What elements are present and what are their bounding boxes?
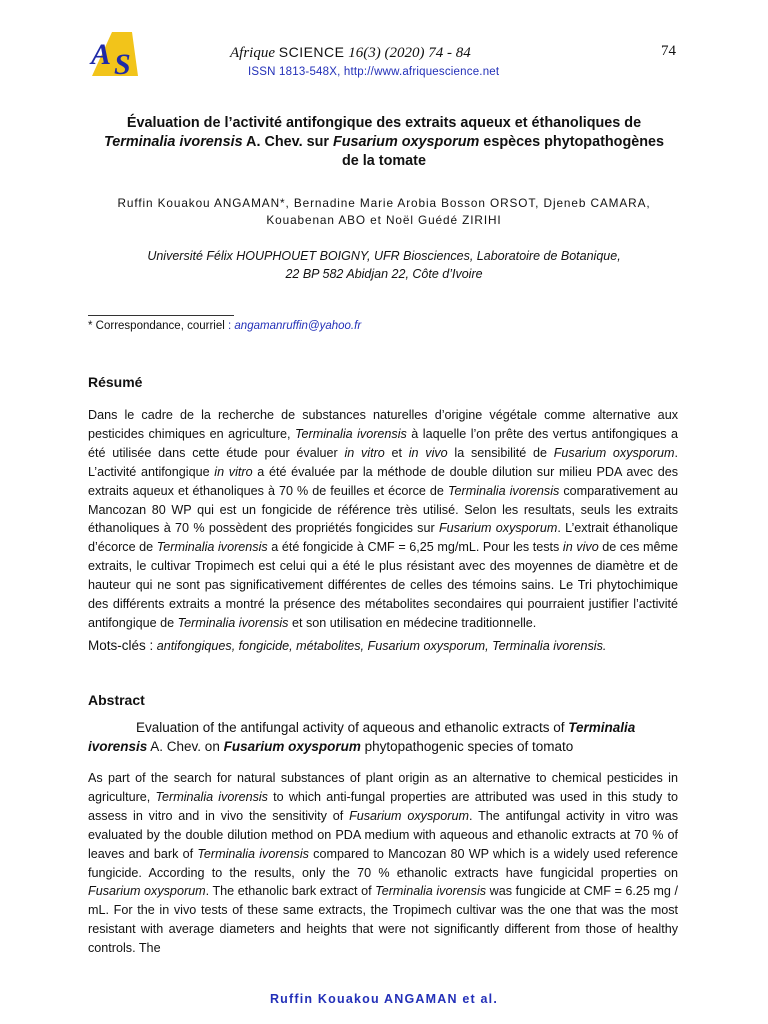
running-footer: Ruffin Kouakou ANGAMAN et al. xyxy=(269,992,499,1006)
journal-issue: 16(3) (2020) 74 - 84 xyxy=(348,45,471,61)
italic-term: in vivo xyxy=(562,540,599,555)
species-name: Terminalia ivorensis xyxy=(375,884,487,899)
italic-term: in vitro xyxy=(344,445,385,460)
text-run: la sensibilité de xyxy=(447,445,554,460)
logo-letters: A xyxy=(91,38,112,71)
entitle-part: A. Chev. on xyxy=(147,739,224,754)
entitle-part: phytopathogenic species of tomato xyxy=(360,739,574,754)
species-name: Terminalia ivorensis xyxy=(177,615,289,630)
abstract-heading: Abstract xyxy=(88,692,145,708)
species-name: Terminalia ivorensis xyxy=(197,846,309,861)
abstract-paragraph xyxy=(88,769,678,958)
journal-header xyxy=(230,44,471,62)
footnote-label: * Correspondance, courriel xyxy=(88,320,225,332)
species-name: Terminalia ivorensis xyxy=(447,483,560,498)
issn-url[interactable]: ISSN 1813-548X, http://www.afriquescience.net xyxy=(248,66,500,78)
italic-term: in vivo xyxy=(408,445,448,460)
title-part: de la tomate xyxy=(342,153,426,169)
species-name: Fusarium oxysporum xyxy=(88,884,206,899)
email-link[interactable]: angamanruffin@yahoo.fr xyxy=(234,320,362,332)
entitle-species: Terminalia ivorensis xyxy=(88,720,636,754)
text-run: . The antifungal activity in vitro was evaluated by the double dilution method on PDA medium with aqueous and ethanolic extracts at 70 % of leaves and bark of xyxy=(88,808,679,861)
title-species: Fusarium oxysporum xyxy=(332,134,480,150)
text-run: à laquelle l’on prête des vertus antifongiques a été utilisée dans cette étude pour évaluer xyxy=(88,426,678,460)
keywords-label: Mots-clés : xyxy=(88,638,154,653)
text-run: . L’activité antifongique xyxy=(88,445,679,479)
species-name: Fusarium oxysporum xyxy=(438,521,558,536)
footnote-divider xyxy=(88,315,234,316)
text-run: compared to Mancozan 80 WP which is a widely used reference fungicide. According to the results, only the 70 % ethanolic extracts have fungicidal properties on xyxy=(88,846,678,880)
footnote-colon: : xyxy=(228,320,232,332)
title-part: A. Chev. sur xyxy=(242,134,333,150)
article-title xyxy=(70,114,698,171)
text-run: . The ethanolic bark extract of xyxy=(205,884,376,899)
species-name: Terminalia ivorensis xyxy=(294,426,407,441)
english-title xyxy=(88,718,678,756)
text-run: et xyxy=(384,445,409,460)
affiliation-line: 22 BP 582 Abidjan 22, Côte d’Ivoire xyxy=(285,267,483,281)
title-part: Évaluation de l’activité antifongique des extraits aqueux et éthanoliques de xyxy=(126,115,642,131)
species-name: Fusarium oxysporum xyxy=(553,445,675,460)
entitle-part: Evaluation of the antifungal activity of aqueous and ethanolic extracts of xyxy=(136,720,569,735)
resume-heading: Résumé xyxy=(88,374,143,390)
affiliation xyxy=(110,247,658,283)
affiliation-line: Université Félix HOUPHOUET BOIGNY, UFR Biosciences, Laboratoire de Botanique, xyxy=(147,249,621,263)
species-name: Terminalia ivorensis xyxy=(156,540,268,555)
logo-letters-s: S xyxy=(114,48,131,80)
text-run: As part of the search for natural substances of plant origin as an alternative to chemical pesticides in agriculture, xyxy=(88,771,678,804)
text-run: comparativement au Mancozan 80 WP qui est un fongicide de référence très utilisé. Selon les resultats, seuls les extraits éthanoliques à 70 % possèdent des propriétés fongicides sur xyxy=(88,483,678,536)
journal-science: SCIENCE xyxy=(278,44,345,60)
journal-logo xyxy=(88,30,142,80)
journal-name: Afrique xyxy=(230,45,275,61)
italic-term: in vitro xyxy=(214,464,253,479)
resume-paragraph xyxy=(88,406,678,633)
title-species: Terminalia ivorensis xyxy=(103,134,243,150)
entitle-species: Fusarium oxysporum xyxy=(223,739,361,754)
text-run: was fungicide at CMF = 6.25 mg / mL. For the in vivo tests of these same extracts, the Tropimech cultivar was the one that was the most resistant with average diameters and heights that were not significantly different from those of healthy controls. The xyxy=(88,884,678,956)
keywords xyxy=(88,638,606,653)
species-name: Fusarium oxysporum xyxy=(349,808,469,823)
text-run: Dans le cadre de la recherche de substances naturelles d’origine végétale comme alternative aux pesticides chimiques en agriculture, xyxy=(88,408,678,441)
text-run: et son utilisation en médecine traditionnelle. xyxy=(288,615,537,630)
text-run: to which anti-fungal properties are attributed was used in this study to assess in vitro and in vivo the sensitivity of xyxy=(88,789,678,823)
text-run: de ces même extraits, le cultivar Tropimech est celui qui a été le plus résistant avec des moyennes de diamètre et de hauteur qui ne sont pas significativement différentes de celles des témoins sains. Le Tri phytochimique des différents extraits a montré la présence des métabolites secondaires qui pourraient justifier l’activité antifongique de xyxy=(88,540,679,630)
text-run: a été fongicide à CMF = 6,25 mg/mL. Pour les tests xyxy=(267,540,563,555)
author-list xyxy=(88,195,680,229)
correspondence-footnote xyxy=(88,320,361,332)
keywords-list: antifongiques, fongicide, métabolites, Fusarium oxysporum, Terminalia ivorensis. xyxy=(156,639,607,653)
species-name: Terminalia ivorensis xyxy=(155,789,268,804)
title-part: espèces phytopathogènes xyxy=(479,134,665,150)
authors-line: Ruffin Kouakou ANGAMAN*, Bernadine Marie Arobia Bosson ORSOT, Djeneb CAMARA, xyxy=(117,196,651,210)
text-run: a été évaluée par la méthode de double dilution sur milieu PDA avec des extraits aqueux et éthanoliques à 70 % de feuilles et écorce de xyxy=(88,464,678,498)
page-number: 74 xyxy=(661,43,676,59)
authors-line: Kouabenan ABO et Noël Guédé ZIRIHI xyxy=(266,213,502,227)
text-run: . L’extrait éthanolique d’écorce de xyxy=(88,521,679,555)
